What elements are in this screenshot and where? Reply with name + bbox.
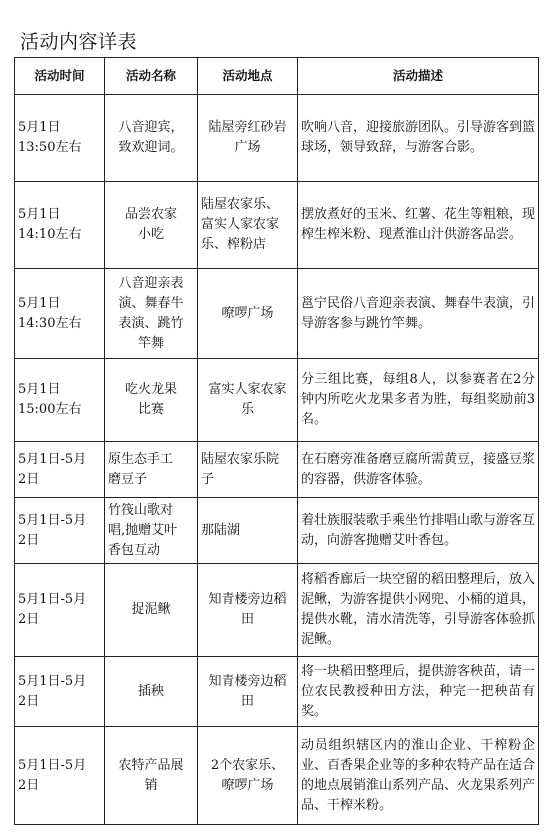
table-row	[15, 95, 539, 182]
cell-name: 八音迎宾， 致欢迎词。	[105, 95, 198, 182]
cell-description: 分三组比赛，每组8人，以参赛者在2分钟内所吃火龙果多者为胜，每组奖励前3名。	[298, 359, 539, 442]
column-header-description: 活动描述	[298, 58, 539, 95]
cell-place: 知青楼旁边稻 田	[198, 657, 298, 727]
cell-time: 5月1日-5月 2日	[15, 442, 105, 498]
cell-description: 吹响八音，迎接旅游团队。引导游客到篮球场，领导致辞，与游客合影。	[298, 95, 539, 182]
cell-name: 八音迎亲表 演、舞春牛 表演、跳竹 竿舞	[105, 269, 198, 359]
cell-name: 插秧	[105, 657, 198, 727]
cell-name: 原生态手工 磨豆子	[105, 442, 198, 498]
cell-time: 5月1日 14:10左右	[15, 182, 105, 269]
cell-name: 品尝农家 小吃	[105, 182, 198, 269]
cell-place: 富实人家农家 乐	[198, 359, 298, 442]
table-row	[15, 727, 539, 825]
column-header-name: 活动名称	[105, 58, 198, 95]
cell-name: 农特产品展 销	[105, 727, 198, 825]
table-row	[15, 359, 539, 442]
cell-place: 2个农家乐、 嘹啰广场	[198, 727, 298, 825]
table-header-row	[15, 58, 539, 95]
cell-time: 5月1日-5月 2日	[15, 498, 105, 564]
cell-time: 5月1日-5月 2日	[15, 727, 105, 825]
cell-time: 5月1日 13:50左右	[15, 95, 105, 182]
table-row	[15, 657, 539, 727]
table-row	[15, 182, 539, 269]
cell-name: 竹筏山歌对 唱,抛赠艾叶 香包互动	[105, 498, 198, 564]
cell-name: 捉泥鳅	[105, 564, 198, 657]
table-body	[15, 95, 539, 825]
cell-description: 着壮族服装歌手乘坐竹排唱山歌与游客互动，向游客抛赠艾叶香包。	[298, 498, 539, 564]
document-title: 活动内容详表	[20, 31, 138, 53]
cell-place: 知青楼旁边稻 田	[198, 564, 298, 657]
cell-time: 5月1日 14:30左右	[15, 269, 105, 359]
cell-place: 陆屋旁红砂岩 广场	[198, 95, 298, 182]
cell-place: 陆屋农家乐院 子	[198, 442, 298, 498]
cell-description: 将稻香廊后一块空留的稻田整理后，放入泥鳅，为游客提供小网兜、小桶的道具，提供水靴，清水清洗等，引导游客体验抓泥鳅。	[298, 564, 539, 657]
cell-time: 5月1日-5月 2日	[15, 657, 105, 727]
cell-place: 那陆湖	[198, 498, 298, 564]
cell-time: 5月1日-5月 2日	[15, 564, 105, 657]
table-row	[15, 564, 539, 657]
cell-time: 5月1日 15:00左右	[15, 359, 105, 442]
column-header-place: 活动地点	[198, 58, 298, 95]
cell-description: 动员组织辖区内的淮山企业、干榨粉企业、百香果企业等的多种农特产品在适合的地点展销淮山系列产品、火龙果系列产品、干榨米粉。	[298, 727, 539, 825]
cell-name: 吃火龙果 比赛	[105, 359, 198, 442]
cell-description: 邕宁民俗八音迎亲表演、舞春牛表演，引导游客参与跳竹竿舞。	[298, 269, 539, 359]
cell-description: 将一块稻田整理后，提供游客秧苗，请一位农民教授种田方法，种完一把秧苗有奖。	[298, 657, 539, 727]
activity-schedule-table	[14, 57, 539, 825]
cell-place: 陆屋农家乐、 富实人家农家 乐、榨粉店	[198, 182, 298, 269]
cell-place: 嘹啰广场	[198, 269, 298, 359]
cell-description: 在石磨旁准备磨豆腐所需黄豆，接盛豆浆的容器，供游客体验。	[298, 442, 539, 498]
cell-description: 摆放煮好的玉米、红薯、花生等粗粮，现榨生榨米粉、现煮淮山汁供游客品尝。	[298, 182, 539, 269]
table-row	[15, 498, 539, 564]
column-header-time: 活动时间	[15, 58, 105, 95]
table-row	[15, 442, 539, 498]
table-row	[15, 269, 539, 359]
